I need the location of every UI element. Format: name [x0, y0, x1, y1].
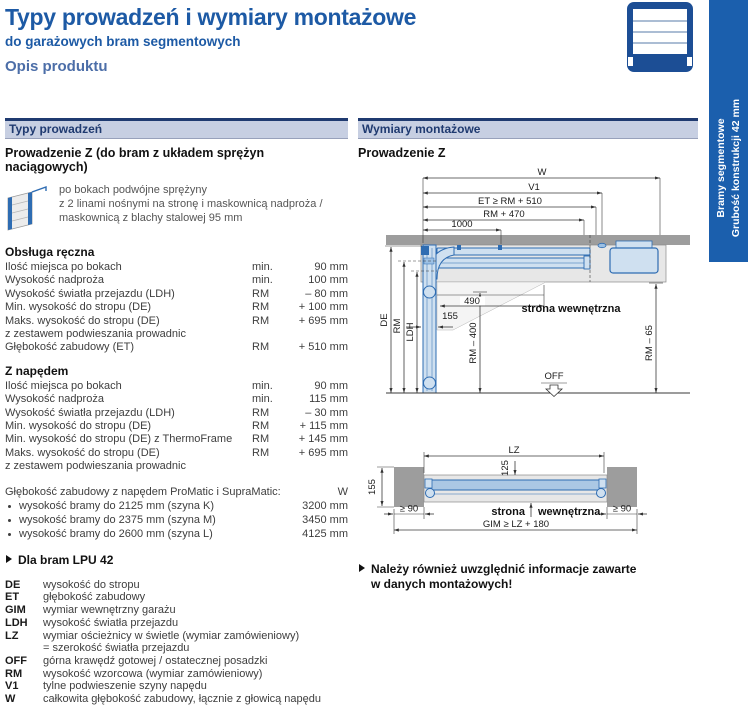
legend-term: W: [5, 693, 16, 706]
depth-value: 3200 mm: [302, 499, 348, 512]
depth-value-header: W: [337, 485, 348, 498]
inner-side-label-2: wewnętrzna: [538, 506, 601, 518]
spec-label: Min. wysokość do stropu (DE) z ThermoFrame: [5, 433, 233, 446]
spec-value: + 100 mm: [298, 301, 348, 314]
legend-row: [5, 693, 348, 706]
arrow-right-icon: [6, 555, 12, 563]
right-section-bar: Wymiary montażowe: [358, 118, 698, 139]
inner-side-label-1: strona: [491, 506, 525, 518]
spec-ref: min.: [252, 393, 273, 406]
dim-label-v1: V1: [528, 182, 540, 193]
spec-value: 100 mm: [308, 274, 348, 287]
side-tab-line1: Bramy segmentowe: [714, 118, 727, 218]
spec-value: + 115 mm: [299, 420, 348, 433]
spec-value: 90 mm: [314, 261, 348, 273]
table-row: [5, 393, 348, 406]
spec-value: + 510 mm: [298, 341, 348, 354]
dim-label-155: 155: [442, 311, 458, 322]
spec-ref: RM: [252, 314, 270, 327]
depth-section: [5, 485, 348, 541]
door-panel-plan: [424, 475, 607, 502]
side-tab-text: [713, 99, 743, 237]
legend-def: wymiar wewnętrzny garażu: [43, 604, 176, 617]
lpu42-callout-text: Dla bram LPU 42: [18, 552, 114, 567]
spec-label: Wysokość nadproża: [5, 393, 104, 406]
list-item: [5, 499, 348, 513]
legend-row: [5, 642, 348, 655]
table-row: [5, 274, 348, 287]
legend-row: [5, 617, 348, 630]
manual-section-title: Obsługa ręczna: [5, 245, 95, 259]
note-line1: Należy również uwzględnić informacje zawarte: [371, 562, 637, 576]
intro-line3: maskownicą z blachy stalowej 95 mm: [59, 212, 243, 224]
off-label: OFF: [544, 371, 564, 382]
dim-label-lz: LZ: [508, 445, 520, 456]
spec-ref: RM: [252, 301, 270, 314]
legend-term: DE: [5, 578, 21, 591]
note-line2: w danych montażowych!: [371, 577, 513, 591]
spec-ref: RM: [252, 341, 270, 354]
dim-label-rm400: RM – 400: [468, 322, 479, 364]
legend-term: LDH: [5, 616, 28, 629]
depth-value: 4125 mm: [302, 527, 348, 540]
depth-label: wysokość bramy do 2600 mm (szyna L): [19, 527, 213, 540]
section-label: Opis produktu: [5, 58, 108, 75]
legend-row: [5, 579, 348, 592]
side-tab: [709, 0, 748, 262]
table-row: [5, 341, 348, 354]
dim-label-ldh: LDH: [405, 322, 416, 342]
dim-label-490: 490: [464, 296, 480, 307]
dim-label-et: ET ≥ RM + 510: [478, 196, 542, 207]
track-sketch-icon: [5, 183, 47, 236]
spec-value: + 145 mm: [298, 433, 348, 446]
legend-term: RM: [5, 667, 23, 680]
manual-spec-table: [5, 261, 348, 355]
table-row: [5, 407, 348, 420]
spec-label: Min. wysokość do stropu (DE): [5, 301, 152, 314]
table-row: [5, 433, 348, 446]
legend-term: ET: [5, 591, 20, 604]
sectional-door-icon: [627, 2, 693, 77]
spec-label: Wysokość nadproża: [5, 274, 104, 287]
legend-row: [5, 668, 348, 681]
legend-def: głębokość zabudowy: [43, 591, 146, 604]
dim-label-90-right: ≥ 90: [612, 503, 632, 515]
legend-def: całkowita głębokość zabudowy, łącznie z głowicą napędu: [43, 693, 322, 706]
depth-label: wysokość bramy do 2125 mm (szyna K): [19, 499, 215, 512]
spec-label: Wysokość światła przejazdu (LDH): [5, 287, 175, 300]
off-arrow-icon: [546, 385, 562, 397]
dim-label-1000: 1000: [451, 219, 473, 230]
legend-row: [5, 630, 348, 643]
table-row: [5, 301, 348, 314]
lpu42-callout: [5, 553, 348, 567]
legend-row: [5, 604, 348, 617]
legend-term: LZ: [5, 629, 19, 642]
dim-label-125: 125: [500, 460, 511, 476]
intro-line2: z 2 linami nośnymi na stronę i maskownicą nadproża /: [59, 198, 323, 210]
intro-line1: po bokach podwójne sprężyny: [59, 184, 207, 196]
spec-label: Ilość miejsca po bokach: [5, 379, 122, 392]
legend-row: [5, 655, 348, 668]
assembly-note-text: [371, 562, 636, 592]
spec-label: Min. wysokość do stropu (DE): [5, 420, 152, 433]
legend-def: wysokość światła przejazdu: [43, 616, 179, 629]
dim-label-rm470: RM + 470: [483, 209, 525, 220]
legend-def: tylne podwieszenie szyny napędu: [43, 680, 207, 693]
spec-value: + 695 mm: [298, 314, 348, 327]
dim-label-rm65: RM – 65: [644, 325, 655, 361]
assembly-note: [358, 562, 636, 592]
intro-block: [5, 183, 348, 236]
spec-value: 90 mm: [314, 379, 348, 392]
spec-ref: min.: [252, 261, 273, 273]
powered-section-title: Z napędem: [5, 363, 69, 378]
spec-label: Maks. wysokość do stropu (DE): [5, 314, 160, 327]
table-row: [5, 261, 348, 274]
legend-def: wysokość wzorcowa (wymiar zamówieniowy): [43, 667, 263, 680]
spec-value: + 695 mm: [298, 446, 348, 459]
legend-term: V1: [5, 680, 19, 693]
spec-label: Głębokość zabudowy (ET): [5, 341, 134, 354]
side-view-diagram: [358, 165, 700, 410]
left-section-bar: Typy prowadzeń: [5, 118, 348, 139]
spec-ref: min.: [252, 379, 273, 392]
track-type-heading: Prowadzenie Z (do bram z układem sprężyn naciągowych): [5, 146, 265, 174]
dim-label-de: DE: [379, 313, 390, 327]
arrow-right-icon: [359, 564, 365, 572]
table-row: [5, 420, 348, 433]
bullet-icon: [8, 505, 11, 508]
page-title: Typy prowadzeń i wymiary montażowe: [5, 4, 417, 30]
depth-label: wysokość bramy do 2375 mm (szyna M): [19, 513, 216, 526]
spec-continuation: z zestawem podwieszania prowadnic: [5, 328, 186, 341]
spec-label: Wysokość światła przejazdu (LDH): [5, 406, 175, 419]
dim-label-gim: GIM ≥ LZ + 180: [482, 519, 550, 530]
spec-ref: RM: [252, 287, 270, 300]
table-row: [5, 380, 348, 393]
legend-def: wymiar ościeżnicy w świetle (wymiar zamówieniowy): [43, 629, 300, 642]
plan-view-diagram: [358, 437, 700, 550]
spec-value: – 80 mm: [305, 287, 348, 300]
spec-ref: RM: [252, 446, 270, 459]
legend-term: OFF: [5, 654, 27, 667]
legend-row: [5, 680, 348, 693]
page-subtitle: do garażowych bram segmentowych: [5, 34, 241, 49]
legend-row: [5, 591, 348, 604]
dim-label-155-plan: 155: [367, 479, 378, 495]
table-row: [5, 288, 348, 301]
powered-spec-table: [5, 380, 348, 474]
spec-label: Maks. wysokość do stropu (DE): [5, 446, 160, 459]
spec-value: 115 mm: [309, 393, 348, 406]
side-tab-line2: Grubość konstrukcji 42 mm: [729, 98, 742, 238]
intro-text: [59, 183, 323, 236]
right-column: [358, 118, 698, 591]
list-item: [5, 527, 348, 541]
dim-label-rm: RM: [392, 318, 403, 334]
spec-label: Ilość miejsca po bokach: [5, 261, 122, 273]
legend-def: = szerokość światła przejazdu: [43, 642, 190, 655]
depth-title: Głębokość zabudowy z napędem ProMatic i SupraMatic:: [5, 485, 281, 498]
legend-term-empty: [5, 642, 43, 655]
left-column: [5, 118, 348, 706]
bullet-icon: [8, 533, 11, 536]
spec-ref: RM: [252, 433, 270, 446]
diagram-heading: Prowadzenie Z: [358, 146, 446, 160]
abbreviation-legend: [5, 579, 348, 706]
depth-header-row: [5, 485, 348, 499]
table-row: [5, 447, 348, 460]
spec-continuation: z zestawem podwieszania prowadnic: [5, 460, 186, 473]
depth-value: 3450 mm: [302, 513, 348, 526]
dim-label-w: W: [537, 167, 547, 178]
spec-value: – 30 mm: [305, 406, 348, 419]
legend-def: górna krawędź gotowej / ostatecznej posadzki: [43, 654, 268, 667]
table-row: [5, 315, 348, 328]
legend-def: wysokość do stropu: [43, 578, 140, 591]
spec-ref: RM: [252, 406, 270, 419]
legend-term: GIM: [5, 604, 26, 617]
list-item: [5, 513, 348, 527]
dim-label-90-left: ≥ 90: [399, 503, 419, 515]
inner-side-label: strona wewnętrzna: [521, 303, 621, 315]
spec-ref: min.: [252, 274, 273, 287]
bullet-icon: [8, 519, 11, 522]
spec-ref: RM: [252, 420, 270, 433]
